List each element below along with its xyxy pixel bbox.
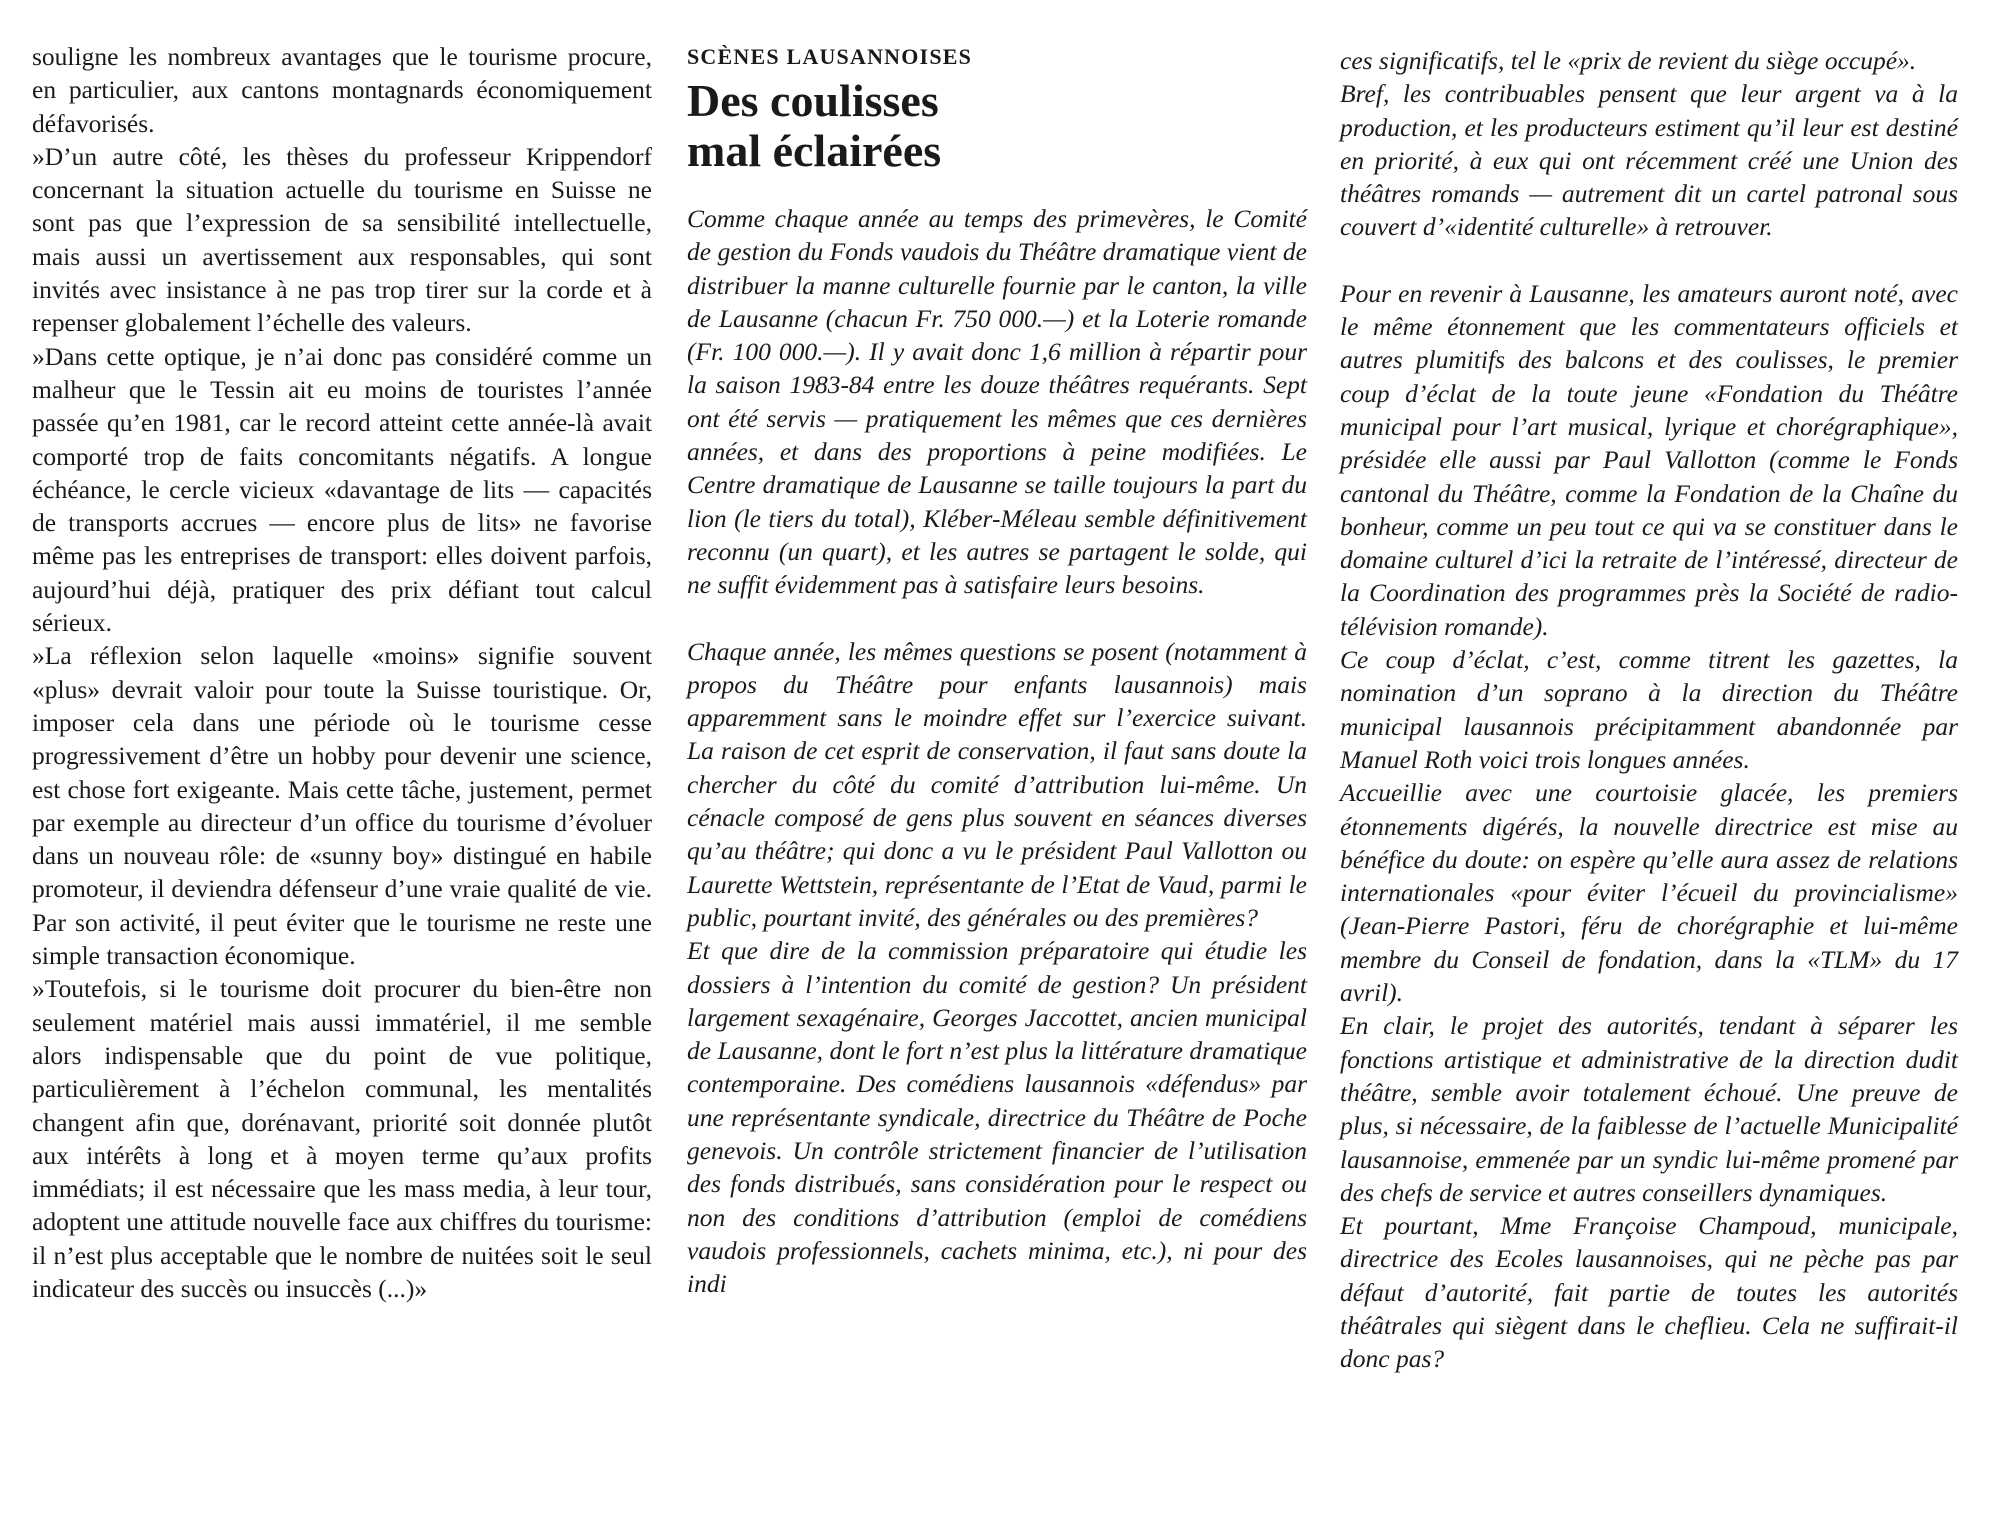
paragraph-gap	[687, 602, 1307, 635]
paragraph-gap	[1340, 244, 1958, 277]
article-paragraph: Accueillie avec une courtoisie glacée, les premiers étonnements digérés, la nouvelle directrice est mise au bénéfice du doute: on espère qu’elle aura assez de relations internationales «pour éviter l’écueil du provincialisme» (Jean-Pierre Pastori, féru de chorégraphie et lui-même membre du Conseil de fondation, dans la «TLM» du 17 avril).	[1340, 778, 1958, 1008]
left-paragraph: »La réflexion selon laquelle «moins» signifie souvent «plus» devrait valoir pour toute la Suisse touristique. Or, imposer cela dans une période où le tourisme cesse progressivement d’être un hobby pour devenir une science, est chose fort exigeante. Mais cette tâche, justement, permet par exemple au directeur d’un office du tourisme d’évoluer dans un nouveau rôle: de «sunny boy» distingué en habile promoteur, il deviendra défenseur d’une vraie qualité de vie. Par son activité, il peut éviter que le tourisme ne reste une simple transaction économique.	[32, 641, 652, 971]
headline-line-1: Des coulisses	[687, 75, 939, 126]
article-paragraph: Et que dire de la commission préparatoire qui étudie les dossiers à l’intention du comité de gestion? Un président largement sexagénaire, Georges Jaccottet, ancien municipal de Lausanne, dont le fort n’est plus la littérature dramatique contemporaine. Des comédiens lausannois «défendus» par une représentante syndicale, directrice du Théâtre de Poche genevois. Un contrôle strictement financier de l’utilisation des fonds distribués, sans considération pour le respect ou non des conditions d’attribution (emploi de comédiens vaudois professionnels, cachets minima, etc.), ni pour des indi	[687, 936, 1307, 1299]
article-paragraph: En clair, le projet des autorités, tendant à séparer les fonctions artistique et administrative de la direction dudit théâtre, semble avoir totalement échoué. Une preuve de plus, si nécessaire, de la faiblesse de l’actuelle Municipalité lausannoise, emmenée par un syndic lui-même promené par des chefs de service et autres conseillers dynamiques.	[1340, 1011, 1958, 1207]
article-paragraph: Bref, les contribuables pensent que leur argent va à la production, et les producteurs estiment qu’il leur est destiné en priorité, à eux qui ont récemment créé une Union des théâtres romands — autrement dit un cartel patronal sous couvert d’«identité culturelle» à retrouver.	[1340, 79, 1958, 242]
right-column	[1340, 44, 1958, 1376]
headline-line-2: mal éclairées	[687, 125, 942, 176]
article-paragraph: Pour en revenir à Lausanne, les amateurs auront noté, avec le même étonnement que les commentateurs officiels et autres plumitifs des balcons et des coulisses, le premier coup d’éclat de la toute jeune «Fondation du Théâtre municipal pour l’art musical, lyrique et chorégraphique», présidée elle aussi par Paul Vallotton (comme le Fonds cantonal du Théâtre, comme la Fondation de la Chaîne du bonheur, comme un peu tout ce qui va se constituer dans le domaine culturel d’ici la retraite de l’intéressé, directeur de la Coordination des programmes près la Société de radio-télévision romande).	[1340, 278, 1958, 641]
article-kicker: SCÈNES LAUSANNOISES	[687, 44, 973, 69]
article-paragraph: Et pourtant, Mme Françoise Champoud, municipale, directrice des Ecoles lausannoises, qui ne pèche pas par défaut d’autorité, fait partie de toutes les autorités théâtrales qui siègent dans le cheflieu. Cela ne suffirait-il donc pas?	[1340, 1211, 1958, 1374]
article-paragraph: Ce coup d’éclat, c’est, comme titrent les gazettes, la nomination d’un soprano à la direction du Théâtre municipal lausannois précipitamment abandonnée par Manuel Roth voici trois longues années.	[1340, 645, 1958, 774]
middle-column	[687, 44, 1307, 1301]
article-paragraph: Chaque année, les mêmes questions se posent (notamment à propos du Théâtre pour enfants lausannois) mais apparemment sans le moindre effet sur l’exercice suivant. La raison de cet esprit de conservation, il faut sans doute la chercher du côté du comité d’attribution lui-même. Un cénacle composé de gens plus souvent en séances diverses qu’au théâtre; qui donc a vu le président Paul Vallotton ou Laurette Wettstein, représentante de l’Etat de Vaud, parmi le public, pourtant invité, des générales ou des premières?	[687, 636, 1307, 932]
left-paragraph: »D’un autre côté, les thèses du professeur Krippendorf concernant la situation actuelle du tourisme en Suisse ne sont pas que l’expression de sa sensibilité intellectuelle, mais aussi un avertissement aux responsables, qui sont invités avec insistance à ne pas trop tirer sur la corde et à repenser globalement l’échelle des valeurs.	[32, 141, 652, 338]
left-paragraph: souligne les nombreux avantages que le tourisme procure, en particulier, aux cantons montagnards économiquement défavorisés.	[32, 42, 652, 138]
article-paragraph: ces significatifs, tel le «prix de revient du siège occupé».	[1340, 46, 1917, 75]
left-column	[32, 40, 652, 1305]
left-paragraph: »Dans cette optique, je n’ai donc pas considéré comme un malheur que le Tessin ait eu moins de touristes l’année passée qu’en 1981, car le record atteint cette année-là avait comporté trop de faits concomitants négatifs. A longue échéance, le cercle vicieux «davantage de lits — capacités de transports accrues — encore plus de lits» ne favorise même pas les entreprises de transport: elles doivent parfois, aujourd’hui déjà, pratiquer des prix défiant tout calcul sérieux.	[32, 341, 652, 638]
article-intro: Comme chaque année au temps des primevères, le Comité de gestion du Fonds vaudois du Théâtre dramatique vient de distribuer la manne culturelle fournie par le canton, la ville de Lausanne (chacun Fr. 750 000.—) et la Loterie romande (Fr. 100 000.—). Il y avait donc 1,6 million à répartir pour la saison 1983-84 entre les douze théâtres requérants. Sept ont été servis — pratiquement les mêmes que ces dernières années, et dans des proportions à peine modifiées. Le Centre dramatique de Lausanne se taille toujours la part du lion (le tiers du total), Kléber-Méleau semble définitivement reconnu (un quart), et les autres se partagent le solde, qui ne suffit évidemment pas à satisfaire leurs besoins.	[687, 204, 1307, 600]
article-headline	[687, 76, 1307, 176]
left-paragraph: »Toutefois, si le tourisme doit procurer du bien-être non seulement matériel mais aussi immatériel, il me semble alors indispensable que du point de vue politique, particulièrement à l’échelon communal, les mentalités changent afin que, dorénavant, priorité soit donnée plutôt aux intérêts à long et à moyen terme qu’aux profits immédiats; il est nécessaire que les mass media, à leur tour, adoptent une attitude nouvelle face aux chiffres du tourisme: il n’est plus acceptable que le nombre de nuitées soit le seul indicateur des succès ou insuccès (...)»	[32, 974, 652, 1303]
